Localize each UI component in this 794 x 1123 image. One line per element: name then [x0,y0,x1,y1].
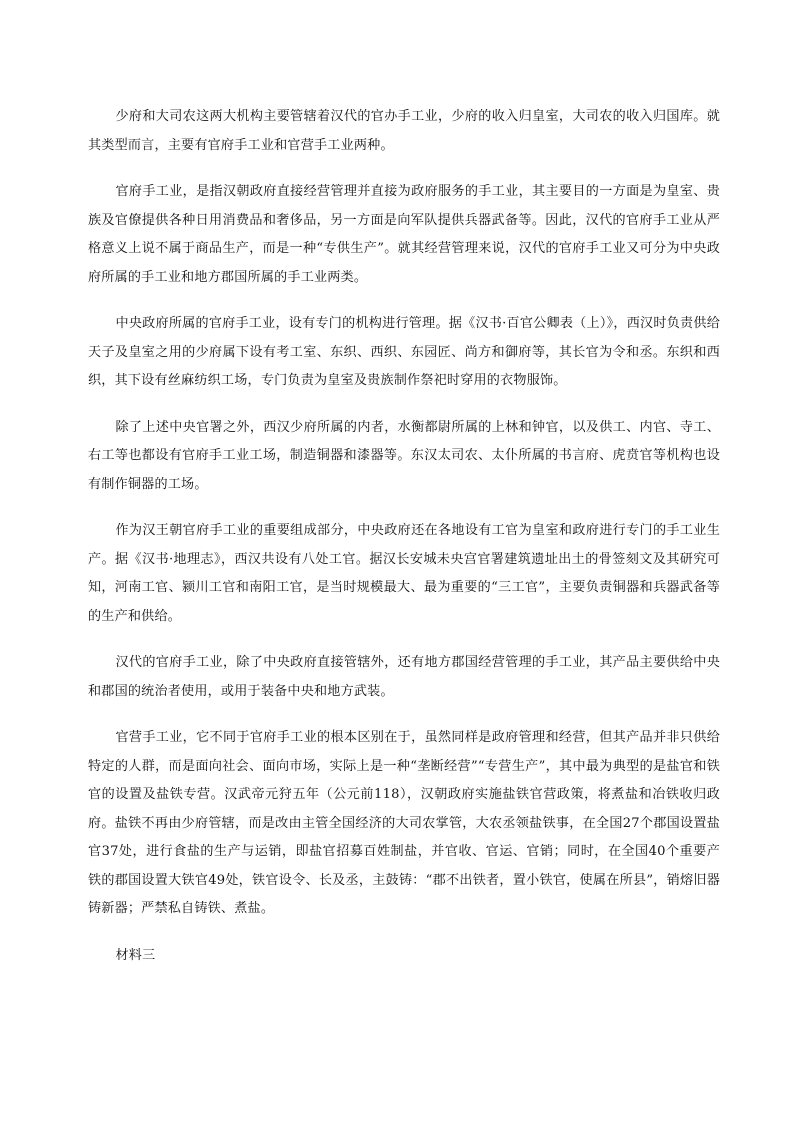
paragraph-7: 官营手工业，它不同于官府手工业的根本区别在于，虽然同样是政府管理和经营，但其产品并非只供给特定的人群，而是面向社会、面向市场，实际上是一种“垄断经营”“专营生产”，其中最为典型的是盐官和铁官的设置及盐铁专营。汉武帝元狩五年（公元前118），汉朝政府实施盐铁官营政策，将煮盐和冶铁收归政府。盐铁不再由少府管辖，而是改由主管全国经济的大司农掌管，大农丞领盐铁事，在全国27个郡国设置盐官37处，进行食盐的生产与运销，即盐官招募百姓制盐，并官收、官运、官销；同时，在全国40个重要产铁的郡国设置大铁官49处，铁官设令、长及丞，主鼓铸：“郡不出铁者，置小铁官，使属在所县”，销熔旧器铸新器；严禁私自铸铁、煮盐。 [88,730,720,916]
section-label: 材料三 [115,947,156,963]
paragraph-4: 除了上述中央官署之外，西汉少府所属的内者，水衡都尉所属的上林和钟官，以及供工、内官、寺工、右工等也都设有官府手工业工场，制造铜器和漆器等。东汉太司农、太仆所属的书言府、虎贲官等机构也设有制作铜器的工场。 [88,419,720,492]
paragraph-3: 中央政府所属的官府手工业，设有专门的机构进行管理。据《汉书·百官公卿表（上）》，西汉时负责供给天子及皇室之用的少府属下设有考工室、东织、西织、东园匠、尚方和御府等，其长官为令和丞。东织和西织，其下设有丝麻纺织工场，专门负责为皇室及贵族制作祭祀时穿用的衣物服饰。 [88,316,720,388]
document-body [88,103,720,988]
paragraph-5: 作为汉王朝官府手工业的重要组成部分，中央政府还在各地设有工官为皇室和政府进行专门的手工业生产。据《汉书·地理志》，西汉共设有八处工官。据汉长安城未央宫官署建筑遗址出土的骨签刻文及其研究可知，河南工官、颍川工官和南阳工官，是当时规模最大、最为重要的“三工官”，主要负责铜器和兵器武备等的生产和供给。 [88,523,720,624]
paragraph-1: 少府和大司农这两大机构主要管辖着汉代的官办手工业，少府的收入归皇室，大司农的收入归国库。就其类型而言，主要有官府手工业和官营手工业两种。 [88,109,720,153]
paragraph-6: 汉代的官府手工业，除了中央政府直接管辖外，还有地方郡国经营管理的手工业，其产品主要供给中央和郡国的统治者使用，或用于装备中央和地方武装。 [88,655,720,699]
paragraph-2: 官府手工业，是指汉朝政府直接经营管理并直接为政府服务的手工业，其主要目的一方面是为皇室、贵族及官僚提供各种日用消费品和奢侈品，另一方面是向军队提供兵器武备等。因此，汉代的官府手工业从严格意义上说不属于商品生产，而是一种“专供生产”。就其经营管理来说，汉代的官府手工业又可分为中央政府所属的手工业和地方郡国所属的手工业两类。 [88,184,720,285]
